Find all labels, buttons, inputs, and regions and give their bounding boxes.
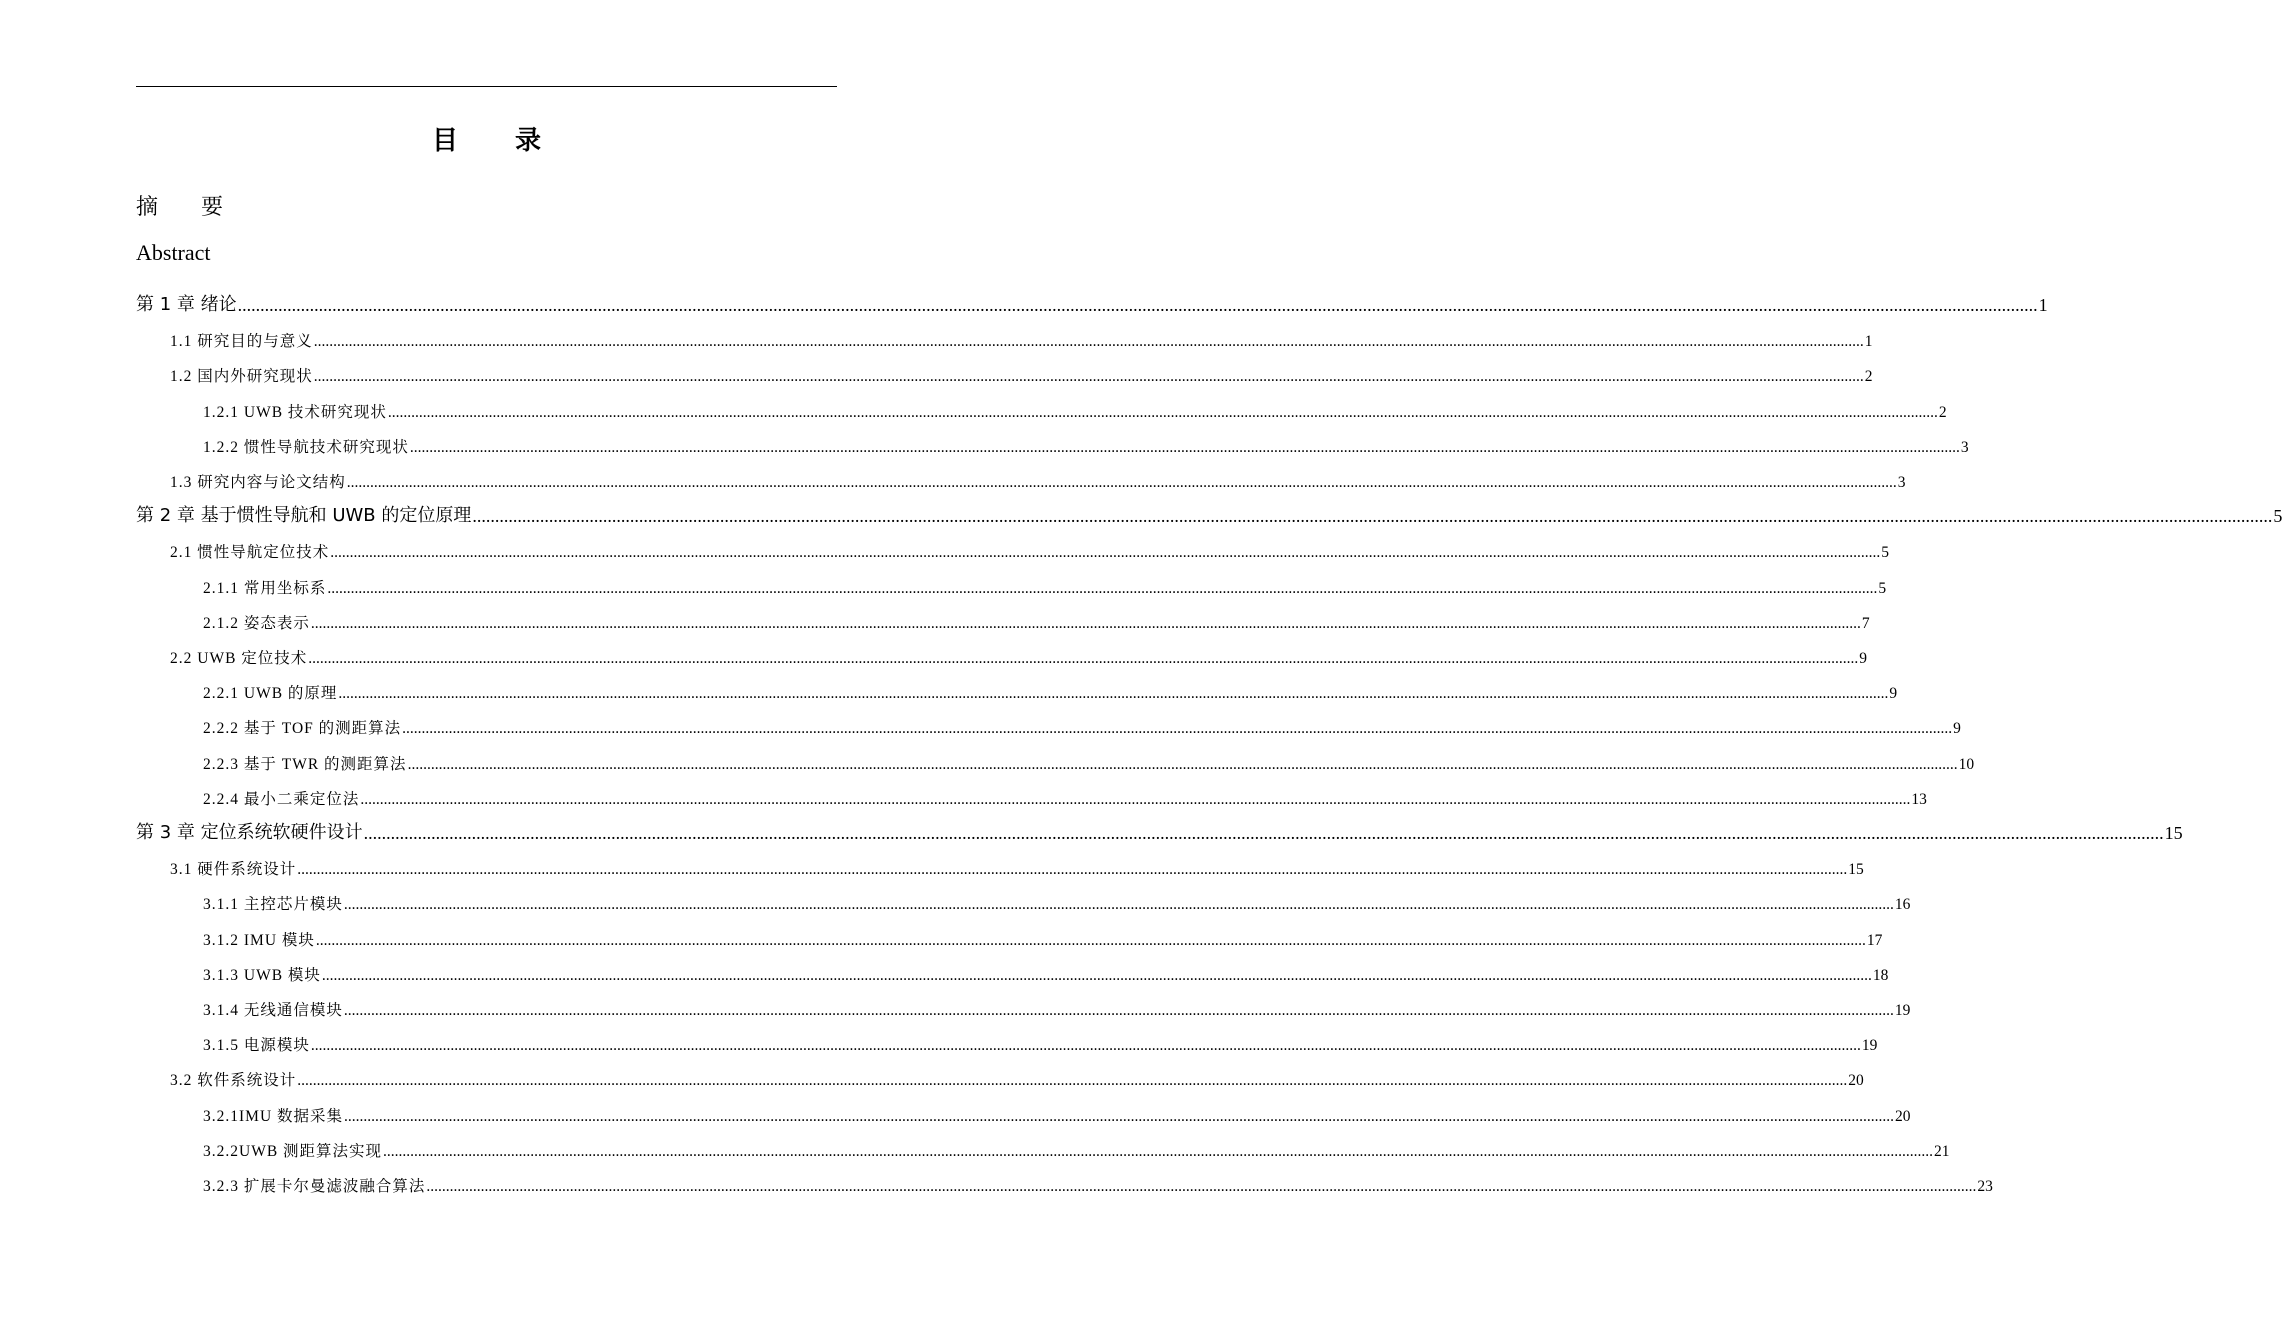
toc-entry[interactable] — [203, 779, 1927, 809]
toc-leader-dots: ................................................................................................................................................................................................................................................................................................................................................................................................................ — [327, 579, 1878, 597]
toc-leader-dots: ................................................................................................................................................................................................................................................................................................................................................................................................................ — [313, 333, 1864, 351]
toc-entry-page: 16 — [1894, 896, 1911, 914]
toc-entry-abstract-cn[interactable]: 摘 要 — [136, 195, 241, 220]
toc-entry[interactable] — [203, 1131, 1950, 1161]
toc-entry[interactable] — [203, 708, 1961, 738]
toc-entry-page: 20 — [1848, 1072, 1864, 1090]
toc-leader-dots: ................................................................................................................................................................................................................................................................................................................................................................................................................ — [407, 755, 1958, 773]
toc-entry-label: 3.1.2 IMU 模块 — [203, 931, 315, 949]
toc-leader-dots: ................................................................................................................................................................................................................................................................................................................................................................................................................ — [363, 823, 2164, 843]
toc-entry-page: 1 — [2038, 295, 2048, 315]
toc-entry-page: 1 — [1864, 333, 1873, 351]
toc-leader-dots: ................................................................................................................................................................................................................................................................................................................................................................................................................ — [315, 931, 1866, 949]
toc-entry[interactable] — [170, 321, 1873, 351]
toc-leader-dots: ................................................................................................................................................................................................................................................................................................................................................................................................................ — [313, 368, 1864, 386]
toc-entry-page: 5 — [2273, 506, 2282, 527]
toc-entry-label: 第 1 章 绪论 — [136, 294, 237, 315]
toc-entry-page: 10 — [1958, 755, 1975, 773]
toc-entry[interactable] — [203, 392, 1947, 422]
toc-entry-label: 2.2.4 最小二乘定位法 — [203, 790, 360, 808]
toc-entry-page: 3 — [1960, 438, 1969, 456]
toc-entry-label: 2.2.1 UWB 的原理 — [203, 685, 338, 703]
toc-entry[interactable] — [170, 462, 1906, 492]
toc-entry[interactable] — [203, 744, 1975, 774]
toc-leader-dots: ................................................................................................................................................................................................................................................................................................................................................................................................................ — [387, 403, 1938, 421]
toc-entry-label: 1.2.2 惯性导航技术研究现状 — [203, 438, 409, 456]
toc-leader-dots: ................................................................................................................................................................................................................................................................................................................................................................................................................ — [310, 614, 1861, 632]
toc-entry-label: 3.1.4 无线通信模块 — [203, 1002, 343, 1019]
toc-entry[interactable] — [170, 638, 1868, 668]
toc-entry[interactable] — [203, 673, 1898, 703]
toc-leader-dots: ................................................................................................................................................................................................................................................................................................................................................................................................................ — [297, 861, 1848, 879]
toc-title: 目 录 — [431, 126, 566, 156]
toc-entry[interactable] — [203, 884, 1911, 914]
header-rule — [136, 86, 837, 87]
toc-entry-page: 15 — [1848, 861, 1864, 879]
toc-entry-page: 19 — [1861, 1037, 1878, 1055]
toc-entry-label: 第 2 章 基于惯性导航和 UWB 的定位原理 — [136, 505, 472, 527]
toc-entry-label: 2.2 UWB 定位技术 — [170, 650, 308, 667]
toc-leader-dots: ................................................................................................................................................................................................................................................................................................................................................................................................................ — [360, 790, 1911, 808]
toc-leader-dots: ................................................................................................................................................................................................................................................................................................................................................................................................................ — [426, 1178, 1977, 1195]
toc-leader-dots: ................................................................................................................................................................................................................................................................................................................................................................................................................ — [409, 438, 1960, 456]
toc-leader-dots: ................................................................................................................................................................................................................................................................................................................................................................................................................ — [338, 685, 1889, 703]
toc-entry-label: 第 3 章 定位系统软硬件设计 — [136, 822, 363, 843]
toc-entry[interactable] — [170, 532, 1890, 562]
toc-entry-page: 5 — [1878, 579, 1887, 597]
toc-entry[interactable] — [136, 286, 2048, 316]
toc-entry[interactable] — [136, 814, 2183, 844]
toc-entry-label: 3.1.5 电源模块 — [203, 1037, 310, 1055]
toc-entry-abstract-en[interactable]: Abstract — [136, 240, 211, 265]
toc-entry-page: 5 — [1881, 544, 1890, 562]
toc-entry-label: 3.2.2UWB 测距算法实现 — [203, 1142, 383, 1160]
toc-entry-page: 9 — [1889, 685, 1898, 703]
toc-entry-page: 21 — [1934, 1142, 1950, 1160]
toc-entry-label: 2.1 惯性导航定位技术 — [170, 544, 330, 562]
toc-entry[interactable] — [203, 603, 1870, 633]
toc-entry-page: 15 — [2164, 823, 2183, 843]
toc-entry-page: 18 — [1872, 966, 1889, 984]
toc-leader-dots: ................................................................................................................................................................................................................................................................................................................................................................................................................ — [237, 295, 2038, 315]
toc-entry[interactable] — [203, 1166, 1993, 1196]
toc-entry-page: 7 — [1861, 614, 1870, 632]
toc-entry-label: 2.1.2 姿态表示 — [203, 614, 310, 632]
toc-entry-page: 19 — [1894, 1002, 1911, 1019]
toc-entry-label: 2.1.1 常用坐标系 — [203, 579, 327, 597]
toc-leader-dots: ................................................................................................................................................................................................................................................................................................................................................................................................................ — [330, 544, 1881, 562]
toc-entry-label: 1.2.1 UWB 技术研究现状 — [203, 403, 387, 421]
toc-entry[interactable] — [203, 990, 1911, 1020]
toc-leader-dots: ................................................................................................................................................................................................................................................................................................................................................................................................................ — [343, 896, 1894, 914]
toc-entry[interactable] — [203, 1025, 1878, 1055]
toc-entry[interactable] — [170, 849, 1864, 879]
toc-leader-dots: ................................................................................................................................................................................................................................................................................................................................................................................................................ — [308, 650, 1859, 667]
toc-entry-label: 3.1.1 主控芯片模块 — [203, 896, 343, 914]
toc-entry-label: 1.2 国内外研究现状 — [170, 368, 313, 386]
toc-entry-label: 2.2.2 基于 TOF 的测距算法 — [203, 720, 402, 738]
toc-entry-label: 3.2.1IMU 数据采集 — [203, 1107, 344, 1125]
toc-leader-dots: ................................................................................................................................................................................................................................................................................................................................................................................................................ — [321, 966, 1872, 984]
toc-leader-dots: ................................................................................................................................................................................................................................................................................................................................................................................................................ — [472, 506, 2273, 527]
toc-entry-label: 3.2.3 扩展卡尔曼滤波融合算法 — [203, 1178, 426, 1195]
toc-leader-dots: ................................................................................................................................................................................................................................................................................................................................................................................................................ — [310, 1037, 1861, 1055]
toc-entry-page: 2 — [1938, 403, 1947, 421]
toc-entry-page: 3 — [1897, 474, 1906, 491]
toc-entry-label: 3.1.3 UWB 模块 — [203, 966, 321, 984]
toc-entry[interactable] — [203, 568, 1887, 598]
toc-entry-label: 1.3 研究内容与论文结构 — [170, 474, 346, 491]
toc-entry[interactable] — [203, 427, 1969, 457]
toc-entry-page: 9 — [1859, 650, 1868, 667]
toc-entry-label: 3.1 硬件系统设计 — [170, 861, 297, 879]
toc-entry-page: 17 — [1866, 931, 1883, 949]
toc-entry-page: 13 — [1911, 790, 1927, 808]
toc-leader-dots: ................................................................................................................................................................................................................................................................................................................................................................................................................ — [297, 1072, 1848, 1090]
toc-entry-label: 1.1 研究目的与意义 — [170, 333, 313, 351]
toc-entry-page: 20 — [1895, 1107, 1911, 1125]
toc-leader-dots: ................................................................................................................................................................................................................................................................................................................................................................................................................ — [343, 1002, 1894, 1019]
toc-entry-label: 3.2 软件系统设计 — [170, 1072, 297, 1090]
toc-entry[interactable] — [203, 955, 1889, 985]
toc-entry[interactable] — [170, 356, 1873, 386]
toc-entry-page: 2 — [1864, 368, 1873, 386]
toc-leader-dots: ................................................................................................................................................................................................................................................................................................................................................................................................................ — [383, 1142, 1934, 1160]
toc-entry-page: 23 — [1977, 1178, 1993, 1195]
toc-entry-page: 9 — [1953, 720, 1961, 738]
toc-leader-dots: ................................................................................................................................................................................................................................................................................................................................................................................................................ — [346, 474, 1897, 491]
toc-entry[interactable] — [203, 1096, 1911, 1126]
toc-entry-label: 2.2.3 基于 TWR 的测距算法 — [203, 755, 407, 773]
toc-entry[interactable] — [203, 920, 1883, 950]
toc-entry[interactable] — [136, 497, 2282, 527]
toc-entry[interactable] — [170, 1060, 1864, 1090]
toc-leader-dots: ................................................................................................................................................................................................................................................................................................................................................................................................................ — [344, 1107, 1895, 1125]
toc-leader-dots: ................................................................................................................................................................................................................................................................................................................................................................................................................ — [402, 720, 1953, 738]
